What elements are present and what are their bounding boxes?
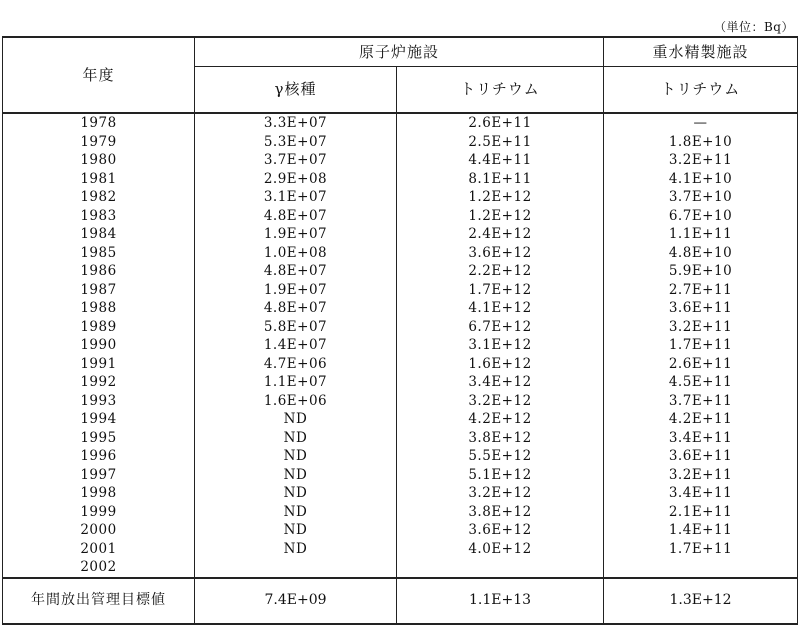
hw-tritium-cell: 3.6E+11 <box>604 299 798 318</box>
table-row <box>3 540 798 559</box>
hw-tritium-cell: 3.7E+10 <box>604 188 798 207</box>
tritium-cell: 1.6E+12 <box>397 355 604 374</box>
gamma-cell: 1.9E+07 <box>195 281 397 300</box>
tritium-cell: 3.6E+12 <box>397 244 604 263</box>
table-row <box>3 373 798 392</box>
hw-tritium-cell: 4.5E+11 <box>604 373 798 392</box>
tritium-cell: 1.2E+12 <box>397 188 604 207</box>
tritium-header: トリチウム <box>397 67 604 114</box>
table-row <box>3 447 798 466</box>
table-row <box>3 484 798 503</box>
tritium-cell: 2.2E+12 <box>397 262 604 281</box>
reactor-facility-header: 原子炉施設 <box>195 37 604 67</box>
hw-tritium-cell: 1.4E+11 <box>604 521 798 540</box>
gamma-cell: ND <box>195 466 397 485</box>
year-cell: 1997 <box>3 466 195 485</box>
hw-tritium-cell: 2.6E+11 <box>604 355 798 374</box>
year-cell: 1995 <box>3 429 195 448</box>
gamma-cell: ND <box>195 540 397 559</box>
table-row <box>3 170 798 189</box>
gamma-cell: ND <box>195 410 397 429</box>
tritium-cell: 5.5E+12 <box>397 447 604 466</box>
gamma-cell <box>195 558 397 578</box>
hw-tritium-cell: 4.2E+11 <box>604 410 798 429</box>
table-row <box>3 113 798 133</box>
heavy-water-facility-header: 重水精製施設 <box>604 37 798 67</box>
hw-tritium-cell: 3.2E+11 <box>604 151 798 170</box>
gamma-nuclide-header: γ核種 <box>195 67 397 114</box>
tritium-cell: 4.1E+12 <box>397 299 604 318</box>
annual-target-hw-tritium: 1.3E+12 <box>604 578 798 624</box>
heavy-water-tritium-header: トリチウム <box>604 67 798 114</box>
year-cell: 1996 <box>3 447 195 466</box>
year-cell: 1999 <box>3 503 195 522</box>
year-cell: 1992 <box>3 373 195 392</box>
table-row <box>3 466 798 485</box>
table-row <box>3 558 798 578</box>
year-cell: 1982 <box>3 188 195 207</box>
hw-tritium-cell: 3.7E+11 <box>604 392 798 411</box>
tritium-cell: 3.2E+12 <box>397 484 604 503</box>
tritium-cell: 4.0E+12 <box>397 540 604 559</box>
year-cell: 2001 <box>3 540 195 559</box>
year-cell: 2000 <box>3 521 195 540</box>
table-row <box>3 429 798 448</box>
gamma-cell: 1.0E+08 <box>195 244 397 263</box>
year-cell: 1994 <box>3 410 195 429</box>
tritium-cell: 3.1E+12 <box>397 336 604 355</box>
year-cell: 1986 <box>3 262 195 281</box>
table-row <box>3 355 798 374</box>
gamma-cell: ND <box>195 484 397 503</box>
gamma-cell: 1.1E+07 <box>195 373 397 392</box>
gamma-cell: 4.8E+07 <box>195 299 397 318</box>
year-cell: 1981 <box>3 170 195 189</box>
hw-tritium-cell: 1.7E+11 <box>604 336 798 355</box>
tritium-cell: 2.5E+11 <box>397 133 604 152</box>
table-row <box>3 336 798 355</box>
hw-tritium-cell: 2.7E+11 <box>604 281 798 300</box>
tritium-cell: 2.6E+11 <box>397 113 604 133</box>
year-cell: 1990 <box>3 336 195 355</box>
gamma-cell: 5.8E+07 <box>195 318 397 337</box>
tritium-cell: 8.1E+11 <box>397 170 604 189</box>
year-header: 年度 <box>3 37 195 113</box>
gamma-cell: 4.8E+07 <box>195 262 397 281</box>
hw-tritium-cell: 6.7E+10 <box>604 207 798 226</box>
tritium-cell: 5.1E+12 <box>397 466 604 485</box>
tritium-cell: 4.2E+12 <box>397 410 604 429</box>
hw-tritium-cell: 5.9E+10 <box>604 262 798 281</box>
table-row <box>3 392 798 411</box>
hw-tritium-cell: 3.2E+11 <box>604 318 798 337</box>
gamma-cell: ND <box>195 503 397 522</box>
tritium-cell <box>397 558 604 578</box>
tritium-cell: 1.7E+12 <box>397 281 604 300</box>
table-row <box>3 244 798 263</box>
year-cell: 1985 <box>3 244 195 263</box>
year-cell: 1993 <box>3 392 195 411</box>
year-cell: 1983 <box>3 207 195 226</box>
table-row <box>3 318 798 337</box>
table-body <box>3 113 798 578</box>
hw-tritium-cell <box>604 558 798 578</box>
tritium-cell: 1.2E+12 <box>397 207 604 226</box>
tritium-cell: 3.4E+12 <box>397 373 604 392</box>
year-cell: 1989 <box>3 318 195 337</box>
tritium-cell: 6.7E+12 <box>397 318 604 337</box>
table-row <box>3 225 798 244</box>
annual-target-gamma: 7.4E+09 <box>195 578 397 624</box>
gamma-cell: ND <box>195 521 397 540</box>
year-cell: 2002 <box>3 558 195 578</box>
annual-target-tritium: 1.1E+13 <box>397 578 604 624</box>
year-cell: 1978 <box>3 113 195 133</box>
table-row <box>3 133 798 152</box>
gamma-cell: 3.7E+07 <box>195 151 397 170</box>
gamma-cell: 4.7E+06 <box>195 355 397 374</box>
hw-tritium-cell: 4.1E+10 <box>604 170 798 189</box>
table-row <box>3 503 798 522</box>
gamma-cell: 2.9E+08 <box>195 170 397 189</box>
hw-tritium-cell: 3.6E+11 <box>604 447 798 466</box>
tritium-cell: 2.4E+12 <box>397 225 604 244</box>
hw-tritium-cell: 1.7E+11 <box>604 540 798 559</box>
tritium-cell: 3.8E+12 <box>397 429 604 448</box>
year-cell: 1988 <box>3 299 195 318</box>
annual-target-label: 年間放出管理目標値 <box>3 578 195 624</box>
gamma-cell: ND <box>195 429 397 448</box>
table-row <box>3 207 798 226</box>
tritium-cell: 4.4E+11 <box>397 151 604 170</box>
year-cell: 1998 <box>3 484 195 503</box>
table-footer <box>3 578 798 624</box>
tritium-cell: 3.6E+12 <box>397 521 604 540</box>
gamma-cell: 1.9E+07 <box>195 225 397 244</box>
gamma-cell: 4.8E+07 <box>195 207 397 226</box>
hw-tritium-cell: 2.1E+11 <box>604 503 798 522</box>
gamma-cell: ND <box>195 447 397 466</box>
hw-tritium-cell: 1.1E+11 <box>604 225 798 244</box>
gamma-cell: 3.1E+07 <box>195 188 397 207</box>
table-row <box>3 151 798 170</box>
hw-tritium-cell: 3.2E+11 <box>604 466 798 485</box>
gamma-cell: 5.3E+07 <box>195 133 397 152</box>
table-row <box>3 299 798 318</box>
table-row <box>3 281 798 300</box>
year-cell: 1991 <box>3 355 195 374</box>
release-table <box>2 36 798 625</box>
table-row <box>3 521 798 540</box>
hw-tritium-cell: 3.4E+11 <box>604 429 798 448</box>
table-row <box>3 410 798 429</box>
gamma-cell: 3.3E+07 <box>195 113 397 133</box>
year-cell: 1984 <box>3 225 195 244</box>
tritium-cell: 3.2E+12 <box>397 392 604 411</box>
hw-tritium-cell: 1.8E+10 <box>604 133 798 152</box>
hw-tritium-cell: — <box>604 113 798 133</box>
table-row <box>3 262 798 281</box>
year-cell: 1980 <box>3 151 195 170</box>
tritium-cell: 3.8E+12 <box>397 503 604 522</box>
gamma-cell: 1.4E+07 <box>195 336 397 355</box>
table-row <box>3 188 798 207</box>
year-cell: 1979 <box>3 133 195 152</box>
hw-tritium-cell: 4.8E+10 <box>604 244 798 263</box>
year-cell: 1987 <box>3 281 195 300</box>
gamma-cell: 1.6E+06 <box>195 392 397 411</box>
table-header <box>3 37 798 113</box>
unit-note: （単位：Bq） <box>713 20 794 34</box>
hw-tritium-cell: 3.4E+11 <box>604 484 798 503</box>
